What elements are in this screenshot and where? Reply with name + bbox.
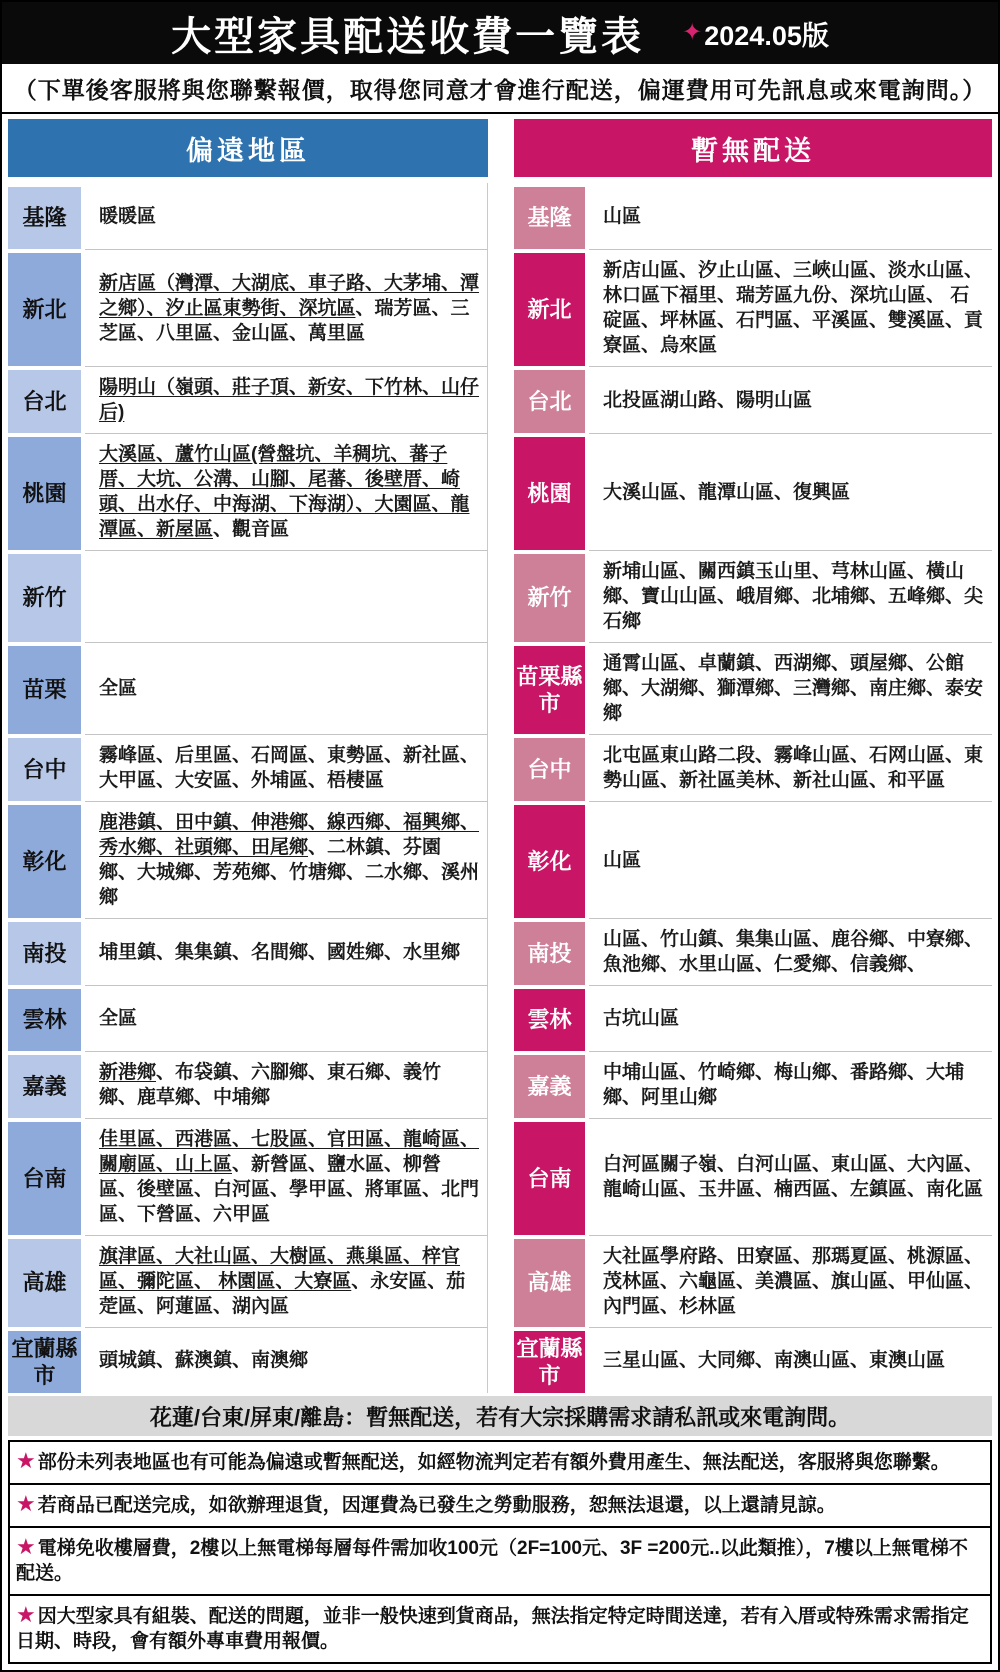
- subtitle-text: （下單後客服將與您聯繫報價，取得您同意才會進行配送，偏運費用可先訊息或來電詢問。）: [13, 76, 987, 103]
- remote-area-list: [99, 743, 479, 793]
- remote-region-areas: [85, 366, 488, 433]
- suspended-area-list: [603, 1006, 679, 1031]
- area-list: 通霄山區、卓蘭鎮、西湖鄉、頭屋鄉、公館鄉、大湖鄉、獅潭鄉、三灣鄉、南庄鄉、泰安鄉: [603, 653, 984, 724]
- remote-region-areas: [85, 985, 488, 1051]
- remote-region-areas: [85, 801, 488, 918]
- remote-region-areas: [85, 642, 488, 734]
- remote-region-label: 高雄: [8, 1235, 81, 1327]
- suspended-region-label: 苗栗縣市: [514, 642, 585, 734]
- table-gap: [488, 1327, 514, 1393]
- footnote-item: [10, 1594, 990, 1662]
- footnotes: [8, 1440, 992, 1664]
- remote-area-list: [99, 676, 137, 701]
- underlined-area-list: 鹿港鎮、田中鎮、伸港鄉、線西鄉、福興鄉、秀水鄉、社頭鄉、田尾鄉: [99, 812, 480, 858]
- suspended-area-list: [603, 1152, 984, 1202]
- footnote-item: [10, 1483, 990, 1526]
- table-gap: [488, 801, 514, 918]
- star-icon: ★: [16, 1602, 36, 1627]
- suspended-region-label: 南投: [514, 918, 585, 985]
- version-label: 2024.05版: [704, 20, 829, 51]
- suspended-region-areas: [589, 249, 992, 366]
- area-list: 三星山區、大同鄉、南澳山區、東澳山區: [603, 1350, 946, 1371]
- suspended-region-areas: [589, 550, 992, 642]
- star-icon: ★: [16, 1534, 36, 1559]
- remote-region-label: 新北: [8, 249, 81, 366]
- suspended-area-list: [603, 651, 984, 726]
- suspended-region-areas: [589, 1235, 992, 1327]
- suspended-region-label: 台北: [514, 366, 585, 433]
- suspended-region-areas: [589, 433, 992, 550]
- suspended-region-label: 宜蘭縣市: [514, 1327, 585, 1393]
- area-list: 古坑山區: [603, 1008, 680, 1029]
- area-list: 北投區湖山路、陽明山區: [603, 389, 813, 411]
- remote-region-label: 台南: [8, 1118, 81, 1235]
- suspended-area-list: [603, 1060, 984, 1110]
- remote-area-list: [99, 940, 460, 965]
- area-list: 、二林鎮、芬園鄉、大城鄉、芳苑鄉、竹塘鄉、二水鄉、溪州鄉: [99, 837, 480, 908]
- star-icon: ★: [16, 1448, 36, 1473]
- remote-region-label: 彰化: [8, 801, 81, 918]
- remote-area-list: [99, 1127, 479, 1227]
- footnote-item: [10, 1442, 990, 1483]
- area-list: 山區: [603, 205, 642, 227]
- remote-area-list: [99, 375, 479, 425]
- area-list: 埔里鎮、集集鎮、名間鄉、國姓鄉、水里鄉: [99, 941, 461, 963]
- remote-area-list: [99, 810, 479, 910]
- underlined-area-list: 陽明山（嶺頭、莊子頂、新安、下竹林、山仔后): [99, 377, 480, 423]
- remote-region-label: 嘉義: [8, 1051, 81, 1118]
- suspended-region-label: 新北: [514, 249, 585, 366]
- underlined-area-list: 旗津區、大社山區、大樹區、燕巢區、梓官區、彌陀區、 林園區、大寮區: [99, 1246, 461, 1292]
- area-list: 、新營區、鹽水區、柳營區、後壁區、白河區、學甲區、將軍區、北門區、下營區、六甲區: [99, 1154, 480, 1225]
- underlined-area-list: 新店區（灣潭、大湖底、車子路、大茅埔、潭之鄉）、汐止區東勢街、深坑區: [99, 272, 480, 319]
- star-icon: ★: [16, 1491, 36, 1516]
- suspended-area-list: [603, 204, 641, 229]
- suspended-region-label: 台南: [514, 1118, 585, 1235]
- suspended-area-list: [603, 258, 984, 358]
- table-gap: [488, 1235, 514, 1327]
- notice-text: 花蓮/台東/屏東/離島：暫無配送，若有大宗採購需求請私訊或來電詢問。: [149, 1404, 851, 1430]
- notice-banner: [8, 1396, 992, 1436]
- suspended-region-areas: [589, 1051, 992, 1118]
- footnote-item: [10, 1526, 990, 1594]
- area-list: 全區: [99, 678, 138, 699]
- suspended-region-label: 基隆: [514, 183, 585, 249]
- underlined-area-list: 大溪區、蘆竹山區(營盤坑、羊稠坑、蕃子厝、大坑、公溝、山腳、尾蕃、後壁厝、崎頭、出水仔、中海湖、下海湖）、大園區、龍潭區、新屋區: [99, 444, 470, 540]
- remote-region-areas: [85, 734, 488, 801]
- remote-area-list: [99, 1006, 137, 1031]
- remote-area-list: [99, 271, 479, 346]
- area-list: 中埔山區、竹崎鄉、梅山鄉、番路鄉、大埔鄉、阿里山鄉: [603, 1062, 965, 1108]
- fee-table: [8, 119, 992, 1393]
- area-list: 新埔山區、關西鎮玉山里、芎林山區、橫山鄉、寶山山區、峨眉鄉、北埔鄉、五峰鄉、尖石鄉: [603, 561, 984, 632]
- column-gap: [488, 119, 514, 183]
- suspended-area-list: [603, 1348, 945, 1373]
- suspended-area-list: [603, 927, 984, 977]
- area-list: 北屯區東山路二段、霧峰山區、石网山區、東勢山區、新社區美林、新社山區、和平區: [603, 745, 984, 791]
- table-gap: [488, 1118, 514, 1235]
- suspended-region-label: 高雄: [514, 1235, 585, 1327]
- suspended-region-areas: [589, 801, 992, 918]
- suspended-area-list: [603, 1244, 984, 1319]
- table-gap: [488, 985, 514, 1051]
- remote-region-label: 雲林: [8, 985, 81, 1051]
- remote-region-areas: [85, 249, 488, 366]
- area-list: 、瑞芳區、三芝區、八里區、金山區、萬里區: [99, 297, 470, 344]
- page-title: 大型家具配送收費一覽表: [171, 14, 645, 59]
- no-delivery-header: 暫無配送: [514, 119, 992, 183]
- suspended-region-label: 彰化: [514, 801, 585, 918]
- area-list: 頭城鎮、蘇澳鎮、南澳鄉: [99, 1350, 309, 1371]
- remote-region-areas: [85, 1235, 488, 1327]
- area-list: 新店山區、汐止山區、三峽山區、淡水山區、林口區下福里、瑞芳區九份、深坑山區、 石碇區、坪林區、石門區、平溪區、雙溪區、貢寮區、烏來區: [603, 260, 984, 356]
- suspended-region-areas: [589, 1327, 992, 1393]
- remote-region-label: 台中: [8, 734, 81, 801]
- remote-region-areas: [85, 1118, 488, 1235]
- footnote-text: 部份未列表地區也有可能為偏遠或暫無配送，如經物流判定若有額外費用產生、無法配送，客服將與您聯繫。: [37, 1452, 950, 1473]
- area-list: 大社區學府路、田寮區、那瑪夏區、桃源區、茂林區、六龜區、美濃區、旗山區、甲仙區、內門區、杉林區: [603, 1246, 984, 1317]
- suspended-region-label: 桃園: [514, 433, 585, 550]
- remote-area-list: [99, 442, 479, 542]
- suspended-area-list: [603, 559, 984, 634]
- remote-region-areas: [85, 1327, 488, 1393]
- underlined-area-list: 新港鄉: [99, 1062, 157, 1083]
- table-gap: [488, 642, 514, 734]
- suspended-region-areas: [589, 734, 992, 801]
- suspended-region-areas: [589, 183, 992, 249]
- remote-area-list: [99, 1244, 479, 1319]
- suspended-region-label: 台中: [514, 734, 585, 801]
- area-list: 山區、竹山鎮、集集山區、鹿谷鄉、中寮鄉、魚池鄉、水里山區、仁愛鄉、信義鄉、: [603, 929, 984, 975]
- area-list: 、觀音區: [213, 519, 290, 540]
- remote-region-label: 桃園: [8, 433, 81, 550]
- footnote-text: 因大型家具有組裝、配送的問題，並非一般快速到貨商品，無法指定特定時間送達，若有入厝或特殊需求需指定日期、時段，會有額外專車費用報價。: [16, 1606, 969, 1652]
- area-list: 、布袋鎮、六腳鄉、東石鄉、義竹鄉、鹿草鄉、中埔鄉: [99, 1062, 442, 1108]
- top-banner: [2, 2, 998, 64]
- remote-region-label: 南投: [8, 918, 81, 985]
- suspended-region-label: 雲林: [514, 985, 585, 1051]
- table-gap: [488, 918, 514, 985]
- area-list: 、永安區、茄萣區、阿蓮區、湖內區: [99, 1271, 466, 1317]
- table-gap: [488, 183, 514, 249]
- suspended-area-list: [603, 388, 812, 413]
- suspended-region-areas: [589, 1118, 992, 1235]
- area-list: 山區: [603, 849, 642, 871]
- table-gap: [488, 249, 514, 366]
- remote-region-areas: [85, 550, 488, 642]
- suspended-region-areas: [589, 918, 992, 985]
- remote-region-label: 新竹: [8, 550, 81, 642]
- suspended-region-areas: [589, 366, 992, 433]
- version-badge: [682, 14, 829, 53]
- remote-region-areas: [85, 918, 488, 985]
- suspended-area-list: [603, 743, 984, 793]
- remote-region-label: 宜蘭縣市: [8, 1327, 81, 1393]
- remote-region-areas: [85, 433, 488, 550]
- suspended-area-list: [603, 848, 641, 873]
- remote-region-areas: [85, 1051, 488, 1118]
- remote-area-list: [99, 1348, 308, 1373]
- table-gap: [488, 366, 514, 433]
- area-list: 白河區關子嶺、白河山區、東山區、大內區、龍崎山區、玉井區、楠西區、左鎮區、南化區: [603, 1154, 984, 1200]
- suspended-region-areas: [589, 642, 992, 734]
- table-gap: [488, 1051, 514, 1118]
- underlined-area-list: 佳里區、西港區、七股區、官田區、龍崎區、關廟區、山上區: [99, 1129, 480, 1175]
- four-pointed-star-icon: ✦: [682, 19, 703, 46]
- footnote-text: 若商品已配送完成，如欲辦理退貨，因運費為已發生之勞動服務，恕無法退還，以上還請見諒。: [37, 1495, 836, 1516]
- suspended-region-label: 嘉義: [514, 1051, 585, 1118]
- remote-areas-header: 偏遠地區: [8, 119, 488, 183]
- remote-area-list: [99, 204, 156, 229]
- area-list: 全區: [99, 1008, 138, 1029]
- subtitle-banner: [2, 64, 998, 114]
- suspended-area-list: [603, 480, 850, 505]
- remote-area-list: [99, 1060, 479, 1110]
- footnote-text: 電梯免收樓層費，2樓以上無電梯每層每件需加收100元（2F=100元、3F =200元..以此類推），7樓以上無電梯不配送。: [16, 1538, 968, 1584]
- area-list: 大溪山區、龍潭山區、復興區: [603, 481, 851, 503]
- table-gap: [488, 734, 514, 801]
- table-gap: [488, 433, 514, 550]
- area-list: 暖暖區: [99, 205, 157, 227]
- remote-region-label: 苗栗: [8, 642, 81, 734]
- remote-region-areas: [85, 183, 488, 249]
- suspended-region-areas: [589, 985, 992, 1051]
- table-gap: [488, 550, 514, 642]
- suspended-region-label: 新竹: [514, 550, 585, 642]
- remote-region-label: 基隆: [8, 183, 81, 249]
- remote-region-label: 台北: [8, 366, 81, 433]
- area-list: 霧峰區、后里區、石岡區、東勢區、新社區、大甲區、大安區、外埔區、梧棲區: [99, 745, 480, 791]
